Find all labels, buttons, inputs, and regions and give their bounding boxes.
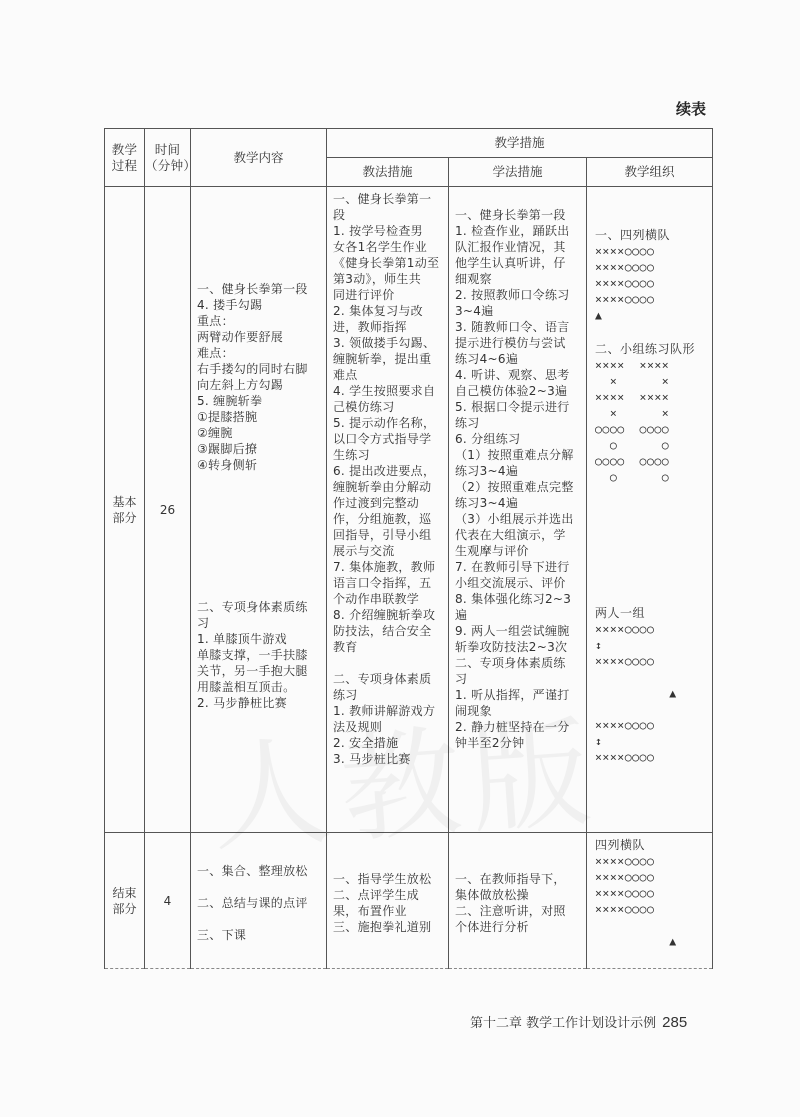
header-process: 教学 过程: [105, 129, 145, 187]
page-number: 285: [662, 1014, 688, 1031]
ending-learning: 一、在教师指导下， 集体做放松操 二、注意听讲，对照 个体进行分析: [455, 871, 566, 934]
ending-formation-title: 四列横队: [595, 838, 646, 852]
header-content: 教学内容: [191, 129, 327, 187]
basic-time: 26: [145, 187, 191, 833]
chapter-title: 第十二章 教学工作计划设计示例: [470, 1016, 657, 1031]
header-time: 时间 （分钟）: [145, 129, 191, 187]
watermark: [204, 677, 605, 876]
ending-organization-cell: [587, 833, 713, 969]
formation-title-3: 两人一组: [595, 606, 646, 620]
header-teaching-method: 教法措施: [327, 158, 449, 187]
header-learning-method: 学法措施: [449, 158, 587, 187]
ending-phase-label: 结束 部分: [105, 833, 145, 969]
ending-time: 4: [145, 833, 191, 969]
basic-organization-cell: [587, 187, 713, 833]
header-organization: 教学组织: [587, 158, 713, 187]
page-footer: [470, 1012, 687, 1031]
basic-content-b: 二、专项身体素质练 习 1. 单膝顶牛游戏 单膝支撑，一手扶膝 关节，另一手抱大腿 用膝盖相互顶击。 2. 马步静桩比赛: [197, 600, 308, 710]
basic-learning-text: 一、健身长拳第一段 1. 检查作业，踊跃出 队汇报作业情况，其 他学生认真听讲，仔 细观察 2. 按照教师口令练习 3~4遍 3. 随教师口令、语言 提示进行模仿与尝试 练习4~6遍 4. 听讲、观察、思考 自己模仿体验2~3遍 5. 根据口令提示进行 练习 6. 分组练习 （1）按照重难点分解 练习3~4遍 （2）按照重难点完整 练习3~4遍 （3）小组展示并选出 代表在大组演示，学 生观摩与评价 7. 在教师引导下进行 小组交流展示、评价 8. 集体强化练习2~3 遍 9. 两人一组尝试缠腕 斩拳攻防技法2~3次 二、专项身体素质练 习 1. 听从指挥，严谨打 闹现象 2. 静力桩坚持在一分 钟半至2分钟: [455, 208, 574, 750]
formation-diagram-1: ××××○○○○ ××××○○○○ ××××○○○○ ××××○○○○ ▲: [595, 244, 655, 322]
formation-diagram-3: ××××○○○○ ↕ ××××○○○○ ▲ ××××○○○○ ↕ ××××○○○○: [595, 622, 677, 764]
formation-title-1: 一、四列横队: [595, 228, 671, 242]
ending-formation-diagram: ××××○○○○ ××××○○○○ ××××○○○○ ××××○○○○ ▲: [595, 854, 677, 948]
header-measures: 教学措施: [327, 129, 713, 158]
basic-teaching-text: 一、健身长拳第一 段 1. 按学号检查男 女各1名学生作业 《健身长拳第1动至 第3动》，师生共 同进行评价 2. 集体复习与改 进，教师指挥 3. 领做搂手勾踢、 缠腕斩拳，提出重 难点 4. 学生按照要求自 己模仿练习 5. 提示动作名称， 以口令方式指导学 生练习 6. 提出改进要点， 缠腕斩拳由分解动 作过渡到完整动 作，分组施教，巡 回指导，引导小组 展示与交流 7. 集体施教，教师 语言口令指挥，五 个动作串联教学 8. 介绍缠腕斩拳攻 防技法，结合安全 教育 二、专项身体素质 练习 1. 教师讲解游戏方 法及规则 2. 安全措施 3. 马步桩比赛: [333, 192, 440, 766]
basic-phase-label: 基本 部分: [105, 187, 145, 833]
formation-diagram-2: ×××× ×××× × × ×××× ×××× × × ○○○○ ○○○○ ○ ○ ○○○○ ○○○○ ○ ○: [595, 358, 670, 484]
ending-content: 一、集合、整理放松 二、总结与课的点评 三、下课: [197, 863, 308, 942]
continued-label: 续表: [676, 100, 707, 118]
formation-title-2: 二、小组练习队形: [595, 342, 696, 356]
basic-content-a: 一、健身长拳第一段 4. 搂手勾踢 重点： 两臂动作要舒展 难点： 右手搂勾的同时右脚 向左斜上方勾踢 5. 缠腕斩拳 ①提膝搭腕 ②缠腕 ③蹍脚后撩 ④转身侧斩: [197, 282, 308, 472]
ending-teaching: 一、指导学生放松 二、点评学生成 果，布置作业 三、施抱拳礼道别: [333, 871, 432, 934]
